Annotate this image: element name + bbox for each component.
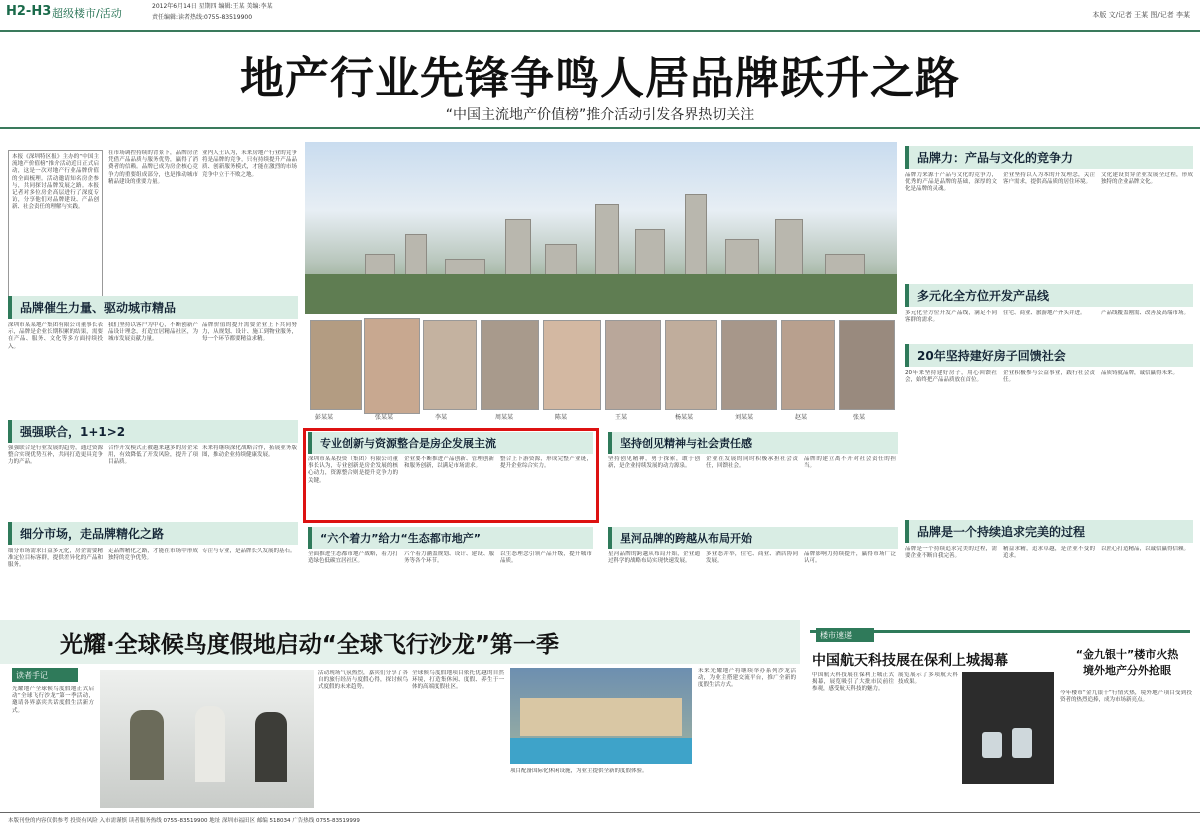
col-text: 多元化全方位开发产品线，满足不同客群的需求。	[905, 310, 997, 324]
col-text: 中国航天科技展在保利上城正式揭幕，展览吸引了大批市民前往参观，感受航天科技的魅力。	[812, 672, 894, 693]
caption: 李某	[435, 414, 448, 421]
col-text: 20年来坚持建好房子，用心回馈社会，始终把产品品质放在首位。	[905, 370, 997, 384]
feature-title: 光耀·全球候鸟度假地启动“全球飞行沙龙”第一季	[60, 632, 559, 658]
section-star-brand: 星河品牌的跨越从布局开始	[608, 527, 898, 549]
col-text: 全球候鸟度假地项目依托优越的自然环境，打造集休闲、度假、养生于一体的高端度假社区。	[412, 670, 504, 691]
col-text: 星河品牌的跨越从布局开始，企业通过科学的战略布局实现快速发展。	[608, 551, 700, 565]
caption: 张某某	[375, 414, 394, 421]
col-text: 今年楼市“金九银十”行情火热，境外地产项目受到投资者的热烈追捧，成为市场新亮点。	[1060, 690, 1192, 704]
col-text: 企业坚持以人为本的开发理念，关注客户需求，提供高品质的居住环境。	[1003, 172, 1095, 186]
col-text: 品牌影响力持续提升，赢得市场广泛认可。	[804, 551, 896, 565]
divider	[0, 127, 1200, 129]
col-text: 项目配备国际化休闲设施，为业主提供全新的度假体验。	[510, 768, 648, 774]
section-strong-union: 强强联合，1+1>2	[8, 420, 298, 443]
col-text: 未来将继续深化战略合作，拓展业务版图，推动企业持续健康发展。	[202, 445, 297, 459]
exhibit-photo	[962, 672, 1054, 784]
col-text: 企业要不断推进产品创新、管理创新和服务创新，以满足市场需求。	[404, 456, 494, 470]
col-text: 文化建设贯穿企业发展全过程，形成独特的企业品牌文化。	[1101, 172, 1193, 186]
caption: 陈某	[555, 414, 568, 421]
intro-box: 本报《深圳特区报》主办的“中国主流地产价值榜”推介活动近日正式启动，这是一次对地产行业品牌价值的全面梳理。活动邀请知名房企参与，共同探讨品牌发展之路。本报记者对多位房企高层进行了深度专访，分享他们对品牌建设、产品创新、社会责任的理解与实践。	[8, 150, 103, 298]
masthead-meta-2: 责任编辑:读者热线:0755-83519900	[152, 14, 253, 21]
col-text: 企业积极参与公益事业，践行社会责任。	[1003, 370, 1095, 384]
section-brand-pursuit: 品牌是一个持续追求完美的过程	[905, 520, 1193, 543]
col-text: 六个着力涵盖规划、设计、建设、服务等各个环节。	[404, 551, 494, 565]
col-text: 坚持创见精神，勇于探索，敢于创新，是企业持续发展的动力源泉。	[608, 456, 700, 470]
caption: 周某某	[495, 414, 514, 421]
col-text: 住宅、商业、旅游地产齐头并进。	[1003, 310, 1086, 316]
col-text: 走品牌精化之路，才能在市场中形成独特的竞争优势。	[108, 548, 198, 562]
caption: 刘某某	[735, 414, 754, 421]
intro-text-2: 在市场调控持续的背景下，品牌房企凭借产品品质与服务优势，赢得了消费者的信赖。品牌已成为房企核心竞争力的重要组成部分，也是推动城市精品建设的重要力量。	[108, 150, 198, 185]
col-text: 全面推进生态都市地产战略，着力打造绿色低碳宜居社区。	[308, 551, 398, 565]
section-six-forces: “六个着力”给力“生态都市地产”	[308, 527, 593, 549]
section-persist: 坚持创见精神与社会责任感	[608, 432, 898, 454]
col-text: 产品线覆盖刚需、改善及高端市场。	[1101, 310, 1190, 316]
section-brand-power: 品牌力：产品与文化的竞争力	[905, 146, 1193, 169]
news-title-1: 中国航天科技展在保利上城揭幕	[812, 653, 1008, 669]
col-text: 企业在发展的同时积极承担社会责任，回馈社会。	[706, 456, 798, 470]
section-twenty-years: 20年坚持建好房子回馈社会	[905, 344, 1193, 367]
col-text: 整合上下游资源，形成完整产业链，提升企业综合实力。	[500, 456, 592, 470]
col-text: 合作开发模式正被越来越多的房企采用，有效降低了开发风险，提升了项目品质。	[108, 445, 198, 466]
col-text: 强强联合是行业发展的趋势，通过资源整合实现优势互补，共同打造更具竞争力的产品。	[8, 445, 103, 466]
footer: 本版刊登的内容仅供参考 投资有风险 入市需谨慎 读者服务热线 0755-83519900 地址 深圳市福田区 邮编 518034 广告热线 0755-83519999	[0, 812, 1200, 827]
col-text: 细分市场需求日益多元化，房企需要精准定位目标客群，提供差异化的产品和服务。	[8, 548, 103, 569]
masthead-meta-1: 2012年6月14日 星期四 编辑:王某 美编:李某	[152, 3, 273, 10]
col-text: 品质铸就品牌，诚信赢得未来。	[1101, 370, 1179, 376]
col-text: 精益求精，追求卓越，是企业不变的追求。	[1003, 546, 1095, 560]
main-headline: 地产行业先锋争鸣人居品牌跃升之路	[240, 53, 960, 104]
col-text: 专注与专业，是品牌长久发展的基石。	[202, 548, 296, 554]
caption: 王某	[615, 414, 628, 421]
city-skyline-photo	[305, 142, 897, 314]
caption: 张某	[853, 414, 866, 421]
col-text: 多业态并举，住宅、商业、酒店协同发展。	[706, 551, 798, 565]
portrait-row	[305, 318, 897, 424]
caption: 杨某某	[675, 414, 694, 421]
section-code: H2-H3	[6, 4, 52, 19]
sub-headline: “中国主流地产价值榜”推介活动引发各界热切关注	[445, 107, 755, 123]
col-text: 展览展示了多项航天科技成果。	[898, 672, 958, 686]
section-innovation: 专业创新与资源整合是房企发展主流	[308, 432, 593, 454]
col-text: 品牌价值的提升需要企业上下共同努力，从规划、设计、施工到物业服务，每一个环节都要精益求精。	[202, 322, 297, 343]
col-text: 以生态理念引领产品升级，提升城市品质。	[500, 551, 592, 565]
section-market-segment: 细分市场，走品牌精化之路	[8, 522, 298, 545]
caption: 赵某	[795, 414, 808, 421]
col-text: 光耀地产全球候鸟度假地正式启动“全球飞行沙龙”第一季活动，邀请各界嘉宾共话度假生活新方式。	[12, 686, 94, 714]
col-text: 深圳市某某地产集团有限公司董事长表示，品牌是企业长期积累的结果，需要在产品、服务、文化等多方面持续投入。	[8, 322, 103, 350]
section-brand-vitality: 品牌催生力量、驱动城市精品	[8, 296, 298, 319]
event-photo	[100, 670, 314, 808]
section-name: 超级楼市/活动	[52, 7, 122, 20]
news-label: 楼市速递	[816, 628, 874, 642]
intro-text-3: 业内人士认为，未来房地产行业的竞争将是品牌的竞争，只有持续提升产品品质、创新服务模式，才能在激烈的市场竞争中立于不败之地。	[202, 150, 297, 178]
caption: 彭某某	[315, 414, 334, 421]
masthead-byline: 本版 文/记者 王某 图/记者 李某	[1092, 11, 1190, 19]
col-text: 活动现场气氛热烈，嘉宾们分享了各自的旅行经历与度假心得，探讨候鸟式度假的未来趋势。	[318, 670, 408, 691]
col-text: 以匠心打造精品，以诚信赢得信赖。	[1101, 546, 1190, 552]
col-text: 未来光耀地产将继续举办系列沙龙活动，为业主搭建交流平台，推广全新的度假生活方式。	[698, 668, 796, 689]
col-text: 深圳市某某投资（集团）有限公司董事长认为，专业创新是房企发展的核心动力，资源整合则是提升竞争力的关键。	[308, 456, 398, 484]
section-diversified: 多元化全方位开发产品线	[905, 284, 1193, 307]
resort-photo	[510, 668, 692, 764]
news-title-2: “金九银十”楼市火热 境外地产分外抢眼	[1075, 648, 1179, 677]
col-text: 品牌力来源于产品与文化的竞争力，优秀的产品是品牌的基础，深厚的文化是品牌的灵魂。	[905, 172, 997, 193]
col-text: 品牌是一个持续追求完美的过程，需要企业不断自我完善。	[905, 546, 997, 560]
col-text: 品牌的建立离不开对社会责任的担当。	[804, 456, 896, 470]
feature-label: 读者手记	[12, 668, 78, 682]
col-text: 我们坚持以客户为中心，不断创新产品设计理念，打造宜居精品社区，为城市发展贡献力量。	[108, 322, 198, 343]
